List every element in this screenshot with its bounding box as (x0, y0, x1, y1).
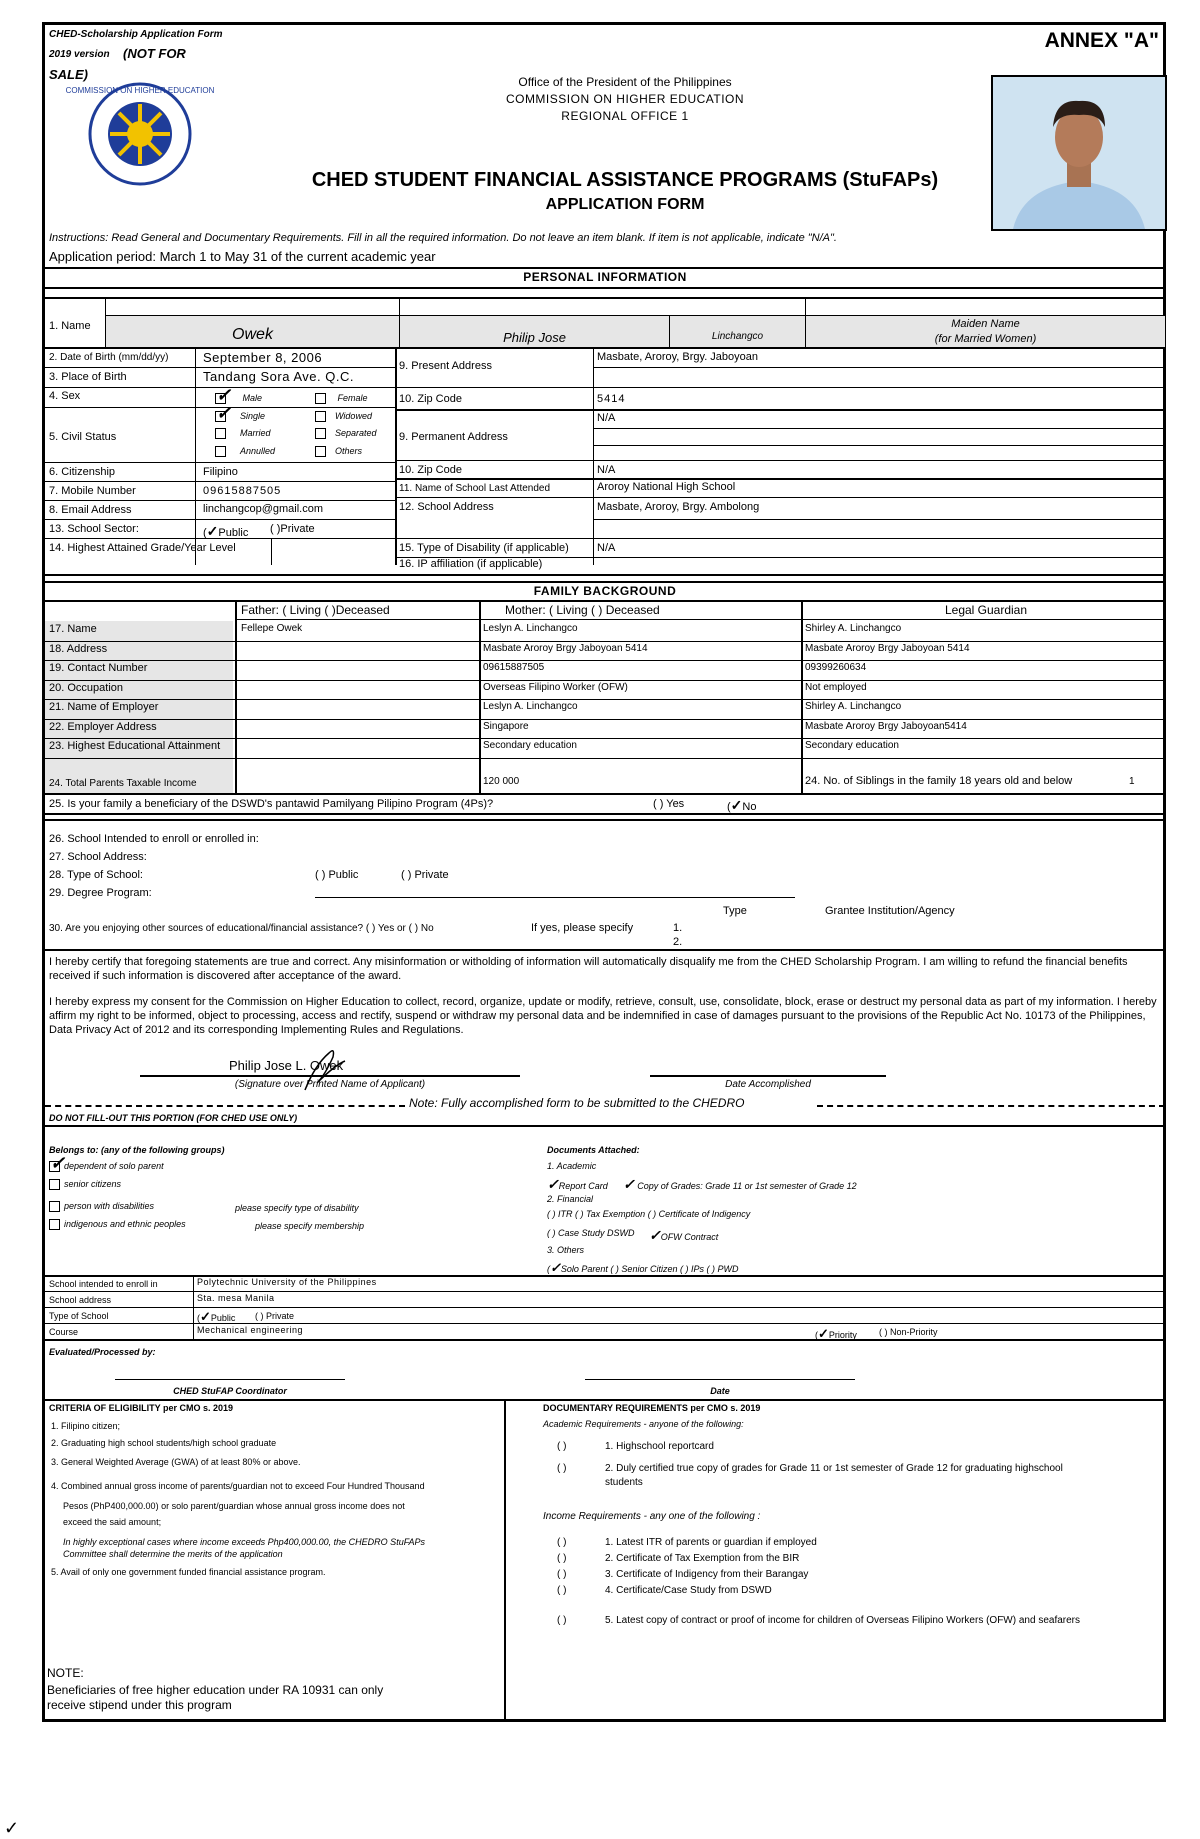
paren-box[interactable]: ( ) (557, 1441, 567, 1452)
fourps-yes-option[interactable]: ( ) Yes (653, 798, 685, 810)
academic-requirement: 2. Duly certified true copy of grades for Grade 11 or 1st semester of Grade 12 for graduating highschool (605, 1463, 1063, 1474)
doc-financial: 2. Financial (547, 1194, 594, 1204)
citizenship-field[interactable]: Filipino (203, 466, 238, 478)
mother-value[interactable]: Leslyn A. Linchangco (483, 623, 578, 634)
family-row-label: 18. Address (49, 642, 108, 655)
criteria-item: 5. Avail of only one government funded financial assistance program. (51, 1567, 326, 1577)
civil-annulled-option[interactable]: Annulled (215, 446, 275, 457)
doc-others: 3. Others (547, 1245, 585, 1255)
certification-paragraph: I hereby certify that foregoing statements are true and correct. Any misinformation or witholding of information will automatically disqualify me from the CHED Scholarship Program. I am willing to refund the financial benefits received if such information is discovered after acceptance of the award. (49, 956, 1128, 982)
paren-box[interactable]: ( ) (557, 1537, 567, 1548)
criteria-item: In highly exceptional cases where income exceeds Php400,000.00, the CHEDRO StuFAPs (63, 1537, 426, 1547)
school-type-row-private[interactable]: ( ) Private (255, 1311, 295, 1321)
paren-box[interactable]: ( ) (557, 1463, 567, 1474)
group-option[interactable] (49, 1153, 164, 1174)
application-form (42, 22, 1166, 1722)
family-row-label: 21. Name of Employer (49, 701, 159, 713)
school-type-label: 28. Type of School: (49, 869, 143, 881)
doc-financial-options[interactable]: ( ) ITR ( ) Tax Exemption ( ) Certificate of Indigency (547, 1209, 751, 1219)
group-checkbox[interactable]: ✓ (50, 1153, 66, 1174)
disability-field[interactable]: N/A (597, 542, 616, 554)
maiden-name-note: (for Married Women) (934, 333, 1037, 345)
academic-requirement: students (605, 1477, 643, 1488)
male-checkbox[interactable]: ✓ (216, 385, 232, 406)
office-line-1: Office of the President of the Philippines (518, 75, 732, 89)
criteria-note-line1: Beneficiaries of free higher education under RA 10931 can only (47, 1683, 384, 1697)
last-name-field[interactable]: Owek (232, 326, 273, 343)
permanent-zip-label: 10. Zip Code (399, 464, 462, 476)
civil-married-option[interactable]: Married (215, 428, 271, 439)
specify-disability-note: please specify type of disability (235, 1203, 359, 1213)
criteria-item: 3. General Weighted Average (GWA) of at least 80% or above. (51, 1457, 301, 1467)
other-assistance-question: 30. Are you enjoying other sources of educational/financial assistance? ( ) Yes or ( ) No (49, 923, 434, 934)
present-address-label: 9. Present Address (399, 360, 492, 372)
income-label: 24. Total Parents Taxable Income (49, 778, 197, 789)
date-caption: Date (710, 1386, 730, 1396)
family-row-label: 23. Highest Educational Attainment (49, 740, 221, 752)
office-use-notice: DO NOT FILL-OUT THIS PORTION (FOR CHED USE ONLY) (49, 1113, 298, 1123)
paren-box[interactable]: ( ) (557, 1615, 567, 1626)
disability-label: 15. Type of Disability (if applicable) (399, 542, 569, 554)
middle-name-field[interactable]: Linchangco (711, 331, 764, 342)
sex-female-option[interactable]: Female (315, 393, 368, 404)
guardian-value[interactable]: Shirley A. Linchangco (805, 701, 902, 712)
applicant-photo (991, 75, 1167, 231)
mother-value[interactable]: Secondary education (483, 740, 577, 751)
coordinator-caption: CHED StuFAP Coordinator (173, 1386, 287, 1396)
criteria-title: CRITERIA OF ELIGIBILITY per CMO s. 2019 (49, 1403, 234, 1413)
family-row-label: 20. Occupation (49, 681, 123, 694)
form-title: CHED STUDENT FINANCIAL ASSISTANCE PROGRAMS (StuFAPs) (311, 169, 939, 191)
guardian-value[interactable]: Masbate Aroroy Brgy Jaboyoan5414 (805, 720, 967, 732)
guardian-value[interactable]: Masbate Aroroy Brgy Jaboyoan 5414 (805, 642, 970, 654)
group-label: senior citizens (64, 1179, 122, 1189)
guardian-value[interactable]: Secondary education (805, 740, 899, 751)
civil-status-label: 5. Civil Status (49, 431, 117, 443)
doc-report-card[interactable]: ✓Report Card (547, 1176, 608, 1192)
doc-academic: 1. Academic (547, 1161, 597, 1171)
type-column-label: Type (723, 905, 747, 917)
course-row-field[interactable]: Mechanical engineering (197, 1325, 304, 1335)
group-checkbox[interactable] (49, 1219, 60, 1230)
signature-caption: (Signature over Printed Name of Applicant) (234, 1079, 426, 1090)
pob-field[interactable]: Tandang Sora Ave. Q.C. (203, 369, 354, 384)
income-requirement: 2. Certificate of Tax Exemption from the BIR (605, 1553, 800, 1564)
mother-value[interactable]: Leslyn A. Linchangco (483, 701, 578, 712)
present-address-field[interactable]: Masbate, Aroroy, Brgy. Jaboyoan (597, 351, 759, 363)
criteria-item: 4. Combined annual gross income of parents/guardian not to exceed Four Hundred Thousand (51, 1481, 425, 1491)
criteria-item: 1. Filipino citizen; (51, 1421, 121, 1431)
form-subtitle: APPLICATION FORM (545, 196, 705, 213)
father-value[interactable]: Fellepe Owek (241, 623, 303, 634)
mother-value[interactable]: 09615887505 (483, 662, 545, 673)
permanent-address-field[interactable]: N/A (597, 412, 616, 424)
school-intended-row-field[interactable]: Polytechnic University of the Philippines (197, 1277, 377, 1287)
school-sector-label: 13. School Sector: (49, 523, 139, 535)
siblings-label: 24. No. of Siblings in the family 18 years old and below (805, 775, 1073, 787)
group-checkbox[interactable] (49, 1201, 60, 1212)
income-requirement: 4. Certificate/Case Study from DSWD (605, 1585, 772, 1596)
doc-copy-grades[interactable]: ✓ Copy of Grades: Grade 11 or 1st semester of Grade 12 (623, 1176, 857, 1192)
income-requirement: 1. Latest ITR of parents or guardian if employed (605, 1537, 817, 1548)
paren-box[interactable]: ( ) (557, 1569, 567, 1580)
specify-membership-note: please specify membership (255, 1221, 365, 1231)
applicant-signature-name: Philip Jose L. Owek (229, 1058, 344, 1073)
first-name-field[interactable]: Philip Jose (503, 330, 566, 345)
mother-value[interactable]: Overseas Filipino Worker (OFW) (483, 681, 628, 693)
ched-seal-logo (65, 79, 215, 189)
school-type-row-label: Type of School (49, 1311, 109, 1321)
priority-option[interactable]: (✓Priority (815, 1326, 857, 1341)
siblings-field[interactable]: 1 (1129, 776, 1135, 787)
date-accomplished-caption: Date Accomplished (725, 1079, 811, 1090)
pob-label: 3. Place of Birth (49, 371, 127, 383)
stray-check-mark-icon: ✓ (4, 1818, 20, 1838)
academic-requirement: 1. Highschool reportcard (605, 1441, 714, 1452)
present-zip-label: 10. Zip Code (399, 393, 462, 405)
guardian-value[interactable]: 09399260634 (805, 662, 867, 673)
maiden-name-label: Maiden Name (951, 318, 1020, 330)
group-option[interactable] (49, 1219, 186, 1230)
name-label: 1. Name (49, 320, 91, 332)
family-row-divider (45, 641, 1165, 642)
guardian-header: Legal Guardian (944, 603, 1028, 617)
instructions: Instructions: Read General and Documentary Requirements. Fill in all the required information. Do not leave an item blank. If item is not applicable, indicate "N/A". (49, 232, 837, 244)
office-line-3: REGIONAL OFFICE 1 (561, 109, 689, 123)
criteria-item: exceed the said amount; (63, 1517, 162, 1527)
sector-private-option[interactable]: ( )Private (270, 523, 315, 535)
grade-level-label: 14. Highest Attained Grade/Year Level (49, 542, 236, 554)
guardian-value[interactable]: Shirley A. Linchangco (805, 623, 902, 634)
application-period: Application period: March 1 to May 31 of the current academic year (49, 249, 436, 264)
family-row-divider (45, 699, 1165, 700)
specify-item-2[interactable]: 2. (673, 936, 683, 948)
sex-label: 4. Sex (49, 390, 81, 402)
doc-ofw-contract[interactable]: ✓OFW Contract (649, 1227, 719, 1243)
mobile-field[interactable]: 09615887505 (203, 485, 282, 497)
school-address-field[interactable]: Masbate, Aroroy, Brgy. Ambolong (597, 501, 760, 513)
family-row-label: 19. Contact Number (49, 662, 148, 674)
non-priority-option[interactable]: ( ) Non-Priority (879, 1327, 938, 1337)
criteria-item: Committee shall determine the merits of the application (63, 1549, 283, 1559)
civil-single-option[interactable]: ✓ Single (216, 403, 266, 424)
course-row-label: Course (49, 1327, 79, 1337)
group-label: indigenous and ethnic peoples (64, 1219, 186, 1229)
group-checkbox[interactable] (49, 1179, 60, 1190)
mother-value[interactable]: Singapore (483, 720, 529, 732)
permanent-zip-field[interactable]: N/A (597, 464, 616, 476)
school-intended-label: 26. School Intended to enroll or enrolled in: (49, 833, 259, 845)
family-row-divider (45, 738, 1165, 739)
not-for-sale-b: SALE) (49, 67, 88, 82)
sector-public-option[interactable]: (✓Public (203, 523, 249, 539)
group-label: dependent of solo parent (64, 1161, 164, 1171)
email-label: 8. Email Address (49, 504, 132, 516)
civil-separated-option[interactable]: Separated (315, 428, 377, 439)
grantee-column-label: Grantee Institution/Agency (825, 905, 955, 917)
family-row-divider (45, 758, 1165, 759)
paren-box[interactable]: ( ) (557, 1553, 567, 1564)
criteria-item: 2. Graduating high school students/high school graduate (51, 1438, 277, 1448)
mother-header: Mother: ( Living ( ) Deceased (505, 603, 660, 617)
income-requirements-label: Income Requirements - any one of the following : (543, 1511, 761, 1522)
income-field[interactable]: 120 000 (483, 776, 520, 787)
fourps-no-option[interactable]: (✓No (727, 797, 757, 813)
income-requirement: 3. Certificate of Indigency from their Barangay (605, 1569, 809, 1580)
paren-box[interactable]: ( ) (557, 1585, 567, 1596)
family-row-divider (45, 719, 1165, 720)
doc-others-options[interactable]: (✓Solo Parent ( ) Senior Citizen ( ) IPs ( ) PWD (547, 1260, 739, 1275)
group-option[interactable] (49, 1179, 121, 1190)
school-intended-row-label: School intended to enroll in (49, 1279, 158, 1289)
mother-value[interactable]: Masbate Aroroy Brgy Jaboyoan 5414 (483, 642, 648, 654)
school-address-intended-label: 27. School Address: (49, 851, 147, 863)
documents-attached-label: Documents Attached: (547, 1145, 640, 1155)
consent-paragraph: I hereby express my consent for the Commission on Higher Education to collect, record, organize, update or modify, retrieve, consult, use, consolidate, block, erase or destruct my personal data as part of my information. I hereby affirm my right to be informed, object to processing, access and rectify, suspend or withdraw my personal data and be indemnified in case of damages pursuant to the provisions of the Republic Act No. 10173 of the Philippines, Data Privacy Act of 2012 and its corresponding Implementing Rules and Regulations. (49, 996, 1157, 1036)
civil-others-option[interactable]: Others (315, 446, 362, 457)
criteria-note-line2: receive stipend under this program (47, 1698, 232, 1712)
office-line-2: COMMISSION ON HIGHER EDUCATION (505, 92, 745, 106)
personal-info-header: PERSONAL INFORMATION (523, 270, 687, 284)
specify-item-1[interactable]: 1. (673, 922, 683, 934)
form-version: 2019 version (49, 49, 110, 60)
documentary-title: DOCUMENTARY REQUIREMENTS per CMO s. 2019 (543, 1403, 761, 1413)
father-header: Father: ( Living ( )Deceased (241, 603, 390, 617)
permanent-address-label: 9. Permanent Address (399, 431, 508, 443)
criteria-item: Pesos (PhP400,000.00) or solo parent/guardian whose annual gross income does not (63, 1501, 405, 1511)
group-option[interactable] (49, 1201, 154, 1212)
citizenship-label: 6. Citizenship (49, 466, 116, 478)
seal-text: COMMISSION ON HIGHER EDUCATION (65, 86, 215, 95)
ip-affiliation-label: 16. IP affiliation (if applicable) (399, 558, 543, 570)
school-address-row-field[interactable]: Sta. mesa Manila (197, 1293, 275, 1303)
school-last-attended-label: 11. Name of School Last Attended (399, 483, 551, 494)
civil-widowed-option[interactable]: Widowed (315, 411, 372, 422)
family-row-divider (45, 660, 1165, 661)
guardian-value[interactable]: Not employed (805, 681, 867, 693)
doc-case-study[interactable]: ( ) Case Study DSWD (547, 1228, 635, 1238)
email-field[interactable]: linchangcop@gmail.com (203, 503, 324, 515)
fourps-question: 25. Is your family a beneficiary of the DSWD's pantawid Pamilyang Pilipino Program (4Ps)? (49, 798, 494, 810)
present-zip-field[interactable]: 5414 (597, 393, 626, 405)
academic-requirements-label: Academic Requirements - anyone of the following: (543, 1419, 744, 1429)
school-address-row-label: School address (49, 1295, 112, 1305)
family-row-label: 17. Name (49, 623, 97, 635)
dob-label: 2. Date of Birth (mm/dd/yy) (49, 352, 169, 363)
mobile-label: 7. Mobile Number (49, 485, 136, 497)
school-last-attended-field[interactable]: Aroroy National High School (597, 481, 736, 493)
family-background-header: FAMILY BACKGROUND (533, 584, 677, 598)
income-requirement: 5. Latest copy of contract or proof of income for children of Overseas Filipino Workers (OFW) and seafarers (605, 1615, 1081, 1626)
dob-field[interactable]: September 8, 2006 (203, 350, 323, 365)
school-type-private[interactable]: ( ) Private (401, 869, 449, 881)
school-address-label: 12. School Address (399, 501, 494, 513)
form-name-line1: CHED-Scholarship Application Form (49, 29, 223, 40)
family-row-divider (45, 680, 1165, 681)
school-type-public[interactable]: ( ) Public (315, 869, 359, 881)
family-row-label: 22. Employer Address (49, 720, 157, 733)
submission-note: Note: Fully accomplished form to be submitted to the CHEDRO (409, 1096, 745, 1110)
degree-program-label: 29. Degree Program: (49, 887, 152, 899)
specify-label: If yes, please specify (531, 922, 634, 934)
belongs-to-label: Belongs to: (any of the following groups) (49, 1145, 225, 1155)
annex-label: ANNEX "A" (1044, 29, 1159, 52)
criteria-note-label: NOTE: (47, 1666, 84, 1680)
group-label: person with disabilities (64, 1201, 155, 1211)
evaluated-by-label: Evaluated/Processed by: (49, 1347, 156, 1357)
sex-male-option[interactable]: ✓ Male (216, 385, 263, 406)
not-for-sale-a: (NOT FOR (123, 46, 186, 61)
school-type-row-public[interactable]: (✓Public (197, 1309, 236, 1324)
